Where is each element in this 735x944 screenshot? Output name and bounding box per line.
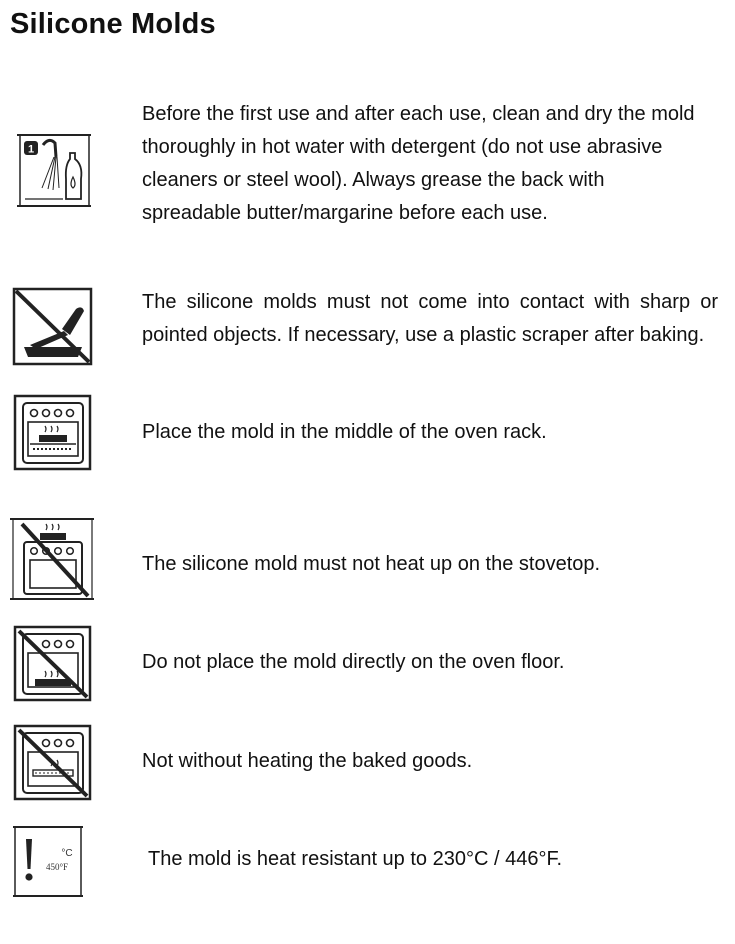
no-sharp-objects-icon bbox=[12, 287, 94, 367]
no-heating-without-food-icon bbox=[13, 724, 93, 802]
instruction-cleaning-text: Before the first use and after each use, clean and dry the mold thoroughly in hot water with detergent (do not use abrasive cleaners or steel wool). Always grease the back with spreadable butter/margarine before each use. bbox=[142, 103, 695, 224]
no-stovetop-icon bbox=[8, 516, 96, 602]
instruction-no-oven-floor-text: Do not place the mold directly on the oven floor. bbox=[142, 651, 565, 673]
no-oven-floor-icon bbox=[13, 625, 93, 703]
heat-resistance-icon bbox=[11, 825, 85, 899]
oven-rack-middle-icon bbox=[13, 394, 93, 472]
cleaning-icon bbox=[15, 133, 93, 209]
page-title: Silicone Molds bbox=[10, 8, 216, 40]
instruction-no-stovetop-text: The silicone mold must not heat up on the stovetop. bbox=[142, 553, 601, 575]
instruction-no-empty-heating-text: Not without heating the baked goods. bbox=[142, 750, 473, 772]
fahrenheit-label: 450°F bbox=[45, 862, 69, 872]
instruction-oven-rack-text: Place the mold in the middle of the oven rack. bbox=[142, 421, 547, 443]
step-badge: 1 bbox=[27, 143, 35, 156]
celsius-unit-label: °C bbox=[61, 848, 73, 859]
instruction-no-sharp-objects-text: The silicone molds must not come into contact with sharp or pointed objects. If necessary, use a plastic scraper after baking. bbox=[142, 291, 718, 346]
instruction-heat-resistance-text: The mold is heat resistant up to 230°C / 446°F. bbox=[148, 848, 562, 870]
